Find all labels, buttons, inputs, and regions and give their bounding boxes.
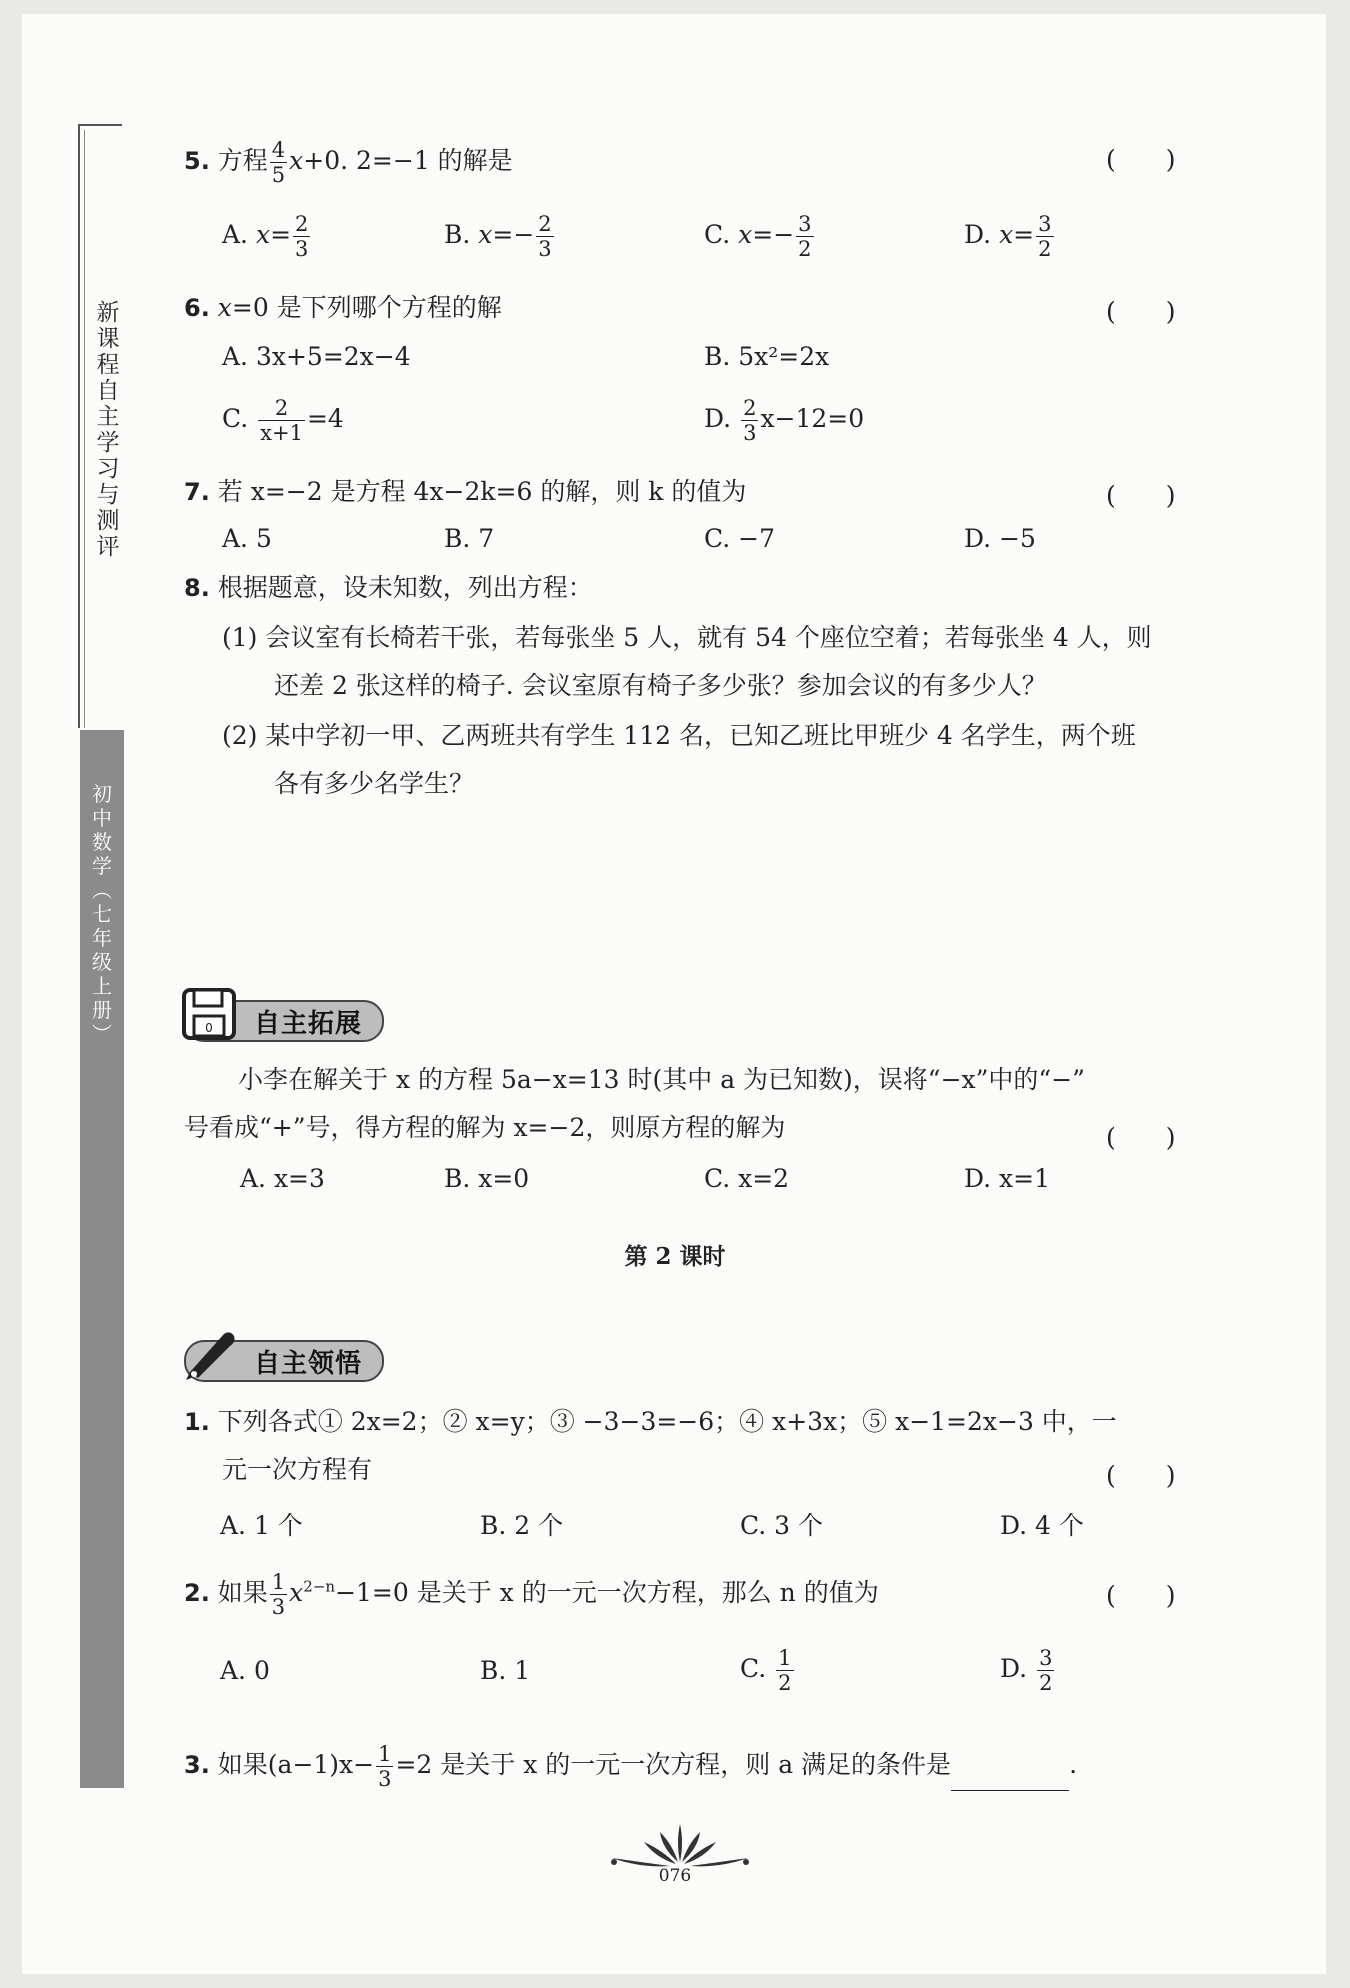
floppy-disk-icon [180, 986, 238, 1042]
sidebar-series-title: 新 课 程 自 主 学 习 与 测 评 [96, 300, 120, 560]
answer-paren[interactable]: ( ) [1106, 145, 1176, 174]
i1-option-b[interactable]: B. 2 个 [480, 1511, 564, 1540]
lesson-title: 第 2 课时 [624, 1243, 726, 1270]
sidebar-hook [78, 124, 122, 126]
insight-question-3: 3. 如果(a−1)x− $\frac{1}{3}$ =2 是关于 x 的一元一次方程，则 a 满足的条件是 . [184, 1742, 1078, 1791]
q7-option-c[interactable]: C. −7 [704, 524, 775, 553]
q6-option-d[interactable]: D. $\frac{2}{3}$ x−12=0 [704, 396, 865, 445]
i2-option-c[interactable]: C. $\frac{1}{2}$ [740, 1646, 792, 1695]
q5-option-a[interactable]: A. x= $\frac{2}{3}$ [222, 212, 309, 261]
sidebar-book-subtitle: 初 中 数 学 ︵ 七 年 级 上 册 ︶ [92, 782, 112, 1046]
sidebar-inner-line [84, 130, 85, 728]
q6-option-b[interactable]: B. 5x²=2x [704, 342, 830, 371]
q5-option-c[interactable]: C. x=− $\frac{3}{2}$ [704, 212, 812, 261]
q7-option-a[interactable]: A. 5 [222, 524, 272, 553]
i2-option-b[interactable]: B. 1 [480, 1656, 531, 1685]
q8-part-2: (2) 某中学初一甲、乙两班共有学生 112 名，已知乙班比甲班少 4 名学生，两个班 各有多少名学生？ [222, 721, 1136, 798]
i2-option-d[interactable]: D. $\frac{3}{2}$ [1000, 1646, 1053, 1695]
question-8: 8. 根据题意，设未知数，列出方程： [184, 573, 593, 602]
answer-paren[interactable]: ( ) [1106, 481, 1176, 510]
extension-badge: 0 自主拓展 [184, 1000, 384, 1042]
i1-option-a[interactable]: A. 1 个 [220, 1511, 303, 1540]
ext-option-a[interactable]: A. x=3 [240, 1164, 325, 1193]
svg-text:0: 0 [205, 1021, 213, 1035]
i1-option-d[interactable]: D. 4 个 [1000, 1511, 1084, 1540]
i2-option-a[interactable]: A. 0 [220, 1656, 270, 1685]
q6-option-c[interactable]: C. $\frac{2}{x+1}$ =4 [222, 396, 344, 445]
ext-option-c[interactable]: C. x=2 [704, 1164, 790, 1193]
answer-paren[interactable]: ( ) [1106, 1123, 1176, 1152]
pen-icon [180, 1326, 238, 1382]
insight-badge: 自主领悟 [184, 1340, 384, 1382]
insight-question-1: 1. 下列各式① 2x=2；② x=y；③ −3−3=−6；④ x+3x；⑤ x−1=2x−3 中，一 元一次方程有 [184, 1407, 1117, 1484]
q7-option-b[interactable]: B. 7 [444, 524, 495, 553]
extension-problem: 小李在解关于 x 的方程 5a−x=13 时(其中 a 为已知数)，误将“−x”中的“−” 号看成“+”号，得方程的解为 x=−2，则原方程的解为 [184, 1065, 1085, 1142]
question-6: 6. x=0 是下列哪个方程的解 [184, 293, 502, 322]
q8-part-1: (1) 会议室有长椅若干张，若每张坐 5 人，就有 54 个座位空着；若每张坐 4 人，则 还差 2 张这样的椅子. 会议室原有椅子多少张？参加会议的有多少人？ [222, 623, 1152, 700]
answer-blank[interactable] [951, 1764, 1069, 1791]
page-number: 076 [658, 1866, 692, 1886]
question-7: 7. 若 x=−2 是方程 4x−2k=6 的解，则 k 的值为 [184, 477, 747, 506]
i1-option-c[interactable]: C. 3 个 [740, 1511, 823, 1540]
q5-option-d[interactable]: D. x= $\frac{3}{2}$ [964, 212, 1052, 261]
sidebar-line [78, 124, 80, 728]
ext-option-b[interactable]: B. x=0 [444, 1164, 530, 1193]
answer-paren[interactable]: ( ) [1106, 297, 1176, 326]
q7-option-d[interactable]: D. −5 [964, 524, 1036, 553]
answer-paren[interactable]: ( ) [1106, 1581, 1176, 1610]
q5-option-b[interactable]: B. x=− $\frac{2}{3}$ [444, 212, 552, 261]
insight-question-2: 2. 如果 $\frac{1}{3}$ $x^{2-n}-1=0$ 是关于 x 的一元一次方程，那么 n 的值为 [184, 1570, 879, 1619]
ext-option-d[interactable]: D. x=1 [964, 1164, 1050, 1193]
q6-option-a[interactable]: A. 3x+5=2x−4 [222, 342, 411, 371]
fraction: $\frac{4}{5}$ [271, 138, 286, 187]
answer-paren[interactable]: ( ) [1106, 1461, 1176, 1490]
question-5: 5. 方程 $\frac{4}{5}$ x+0. 2=−1 的解是 [184, 138, 513, 187]
